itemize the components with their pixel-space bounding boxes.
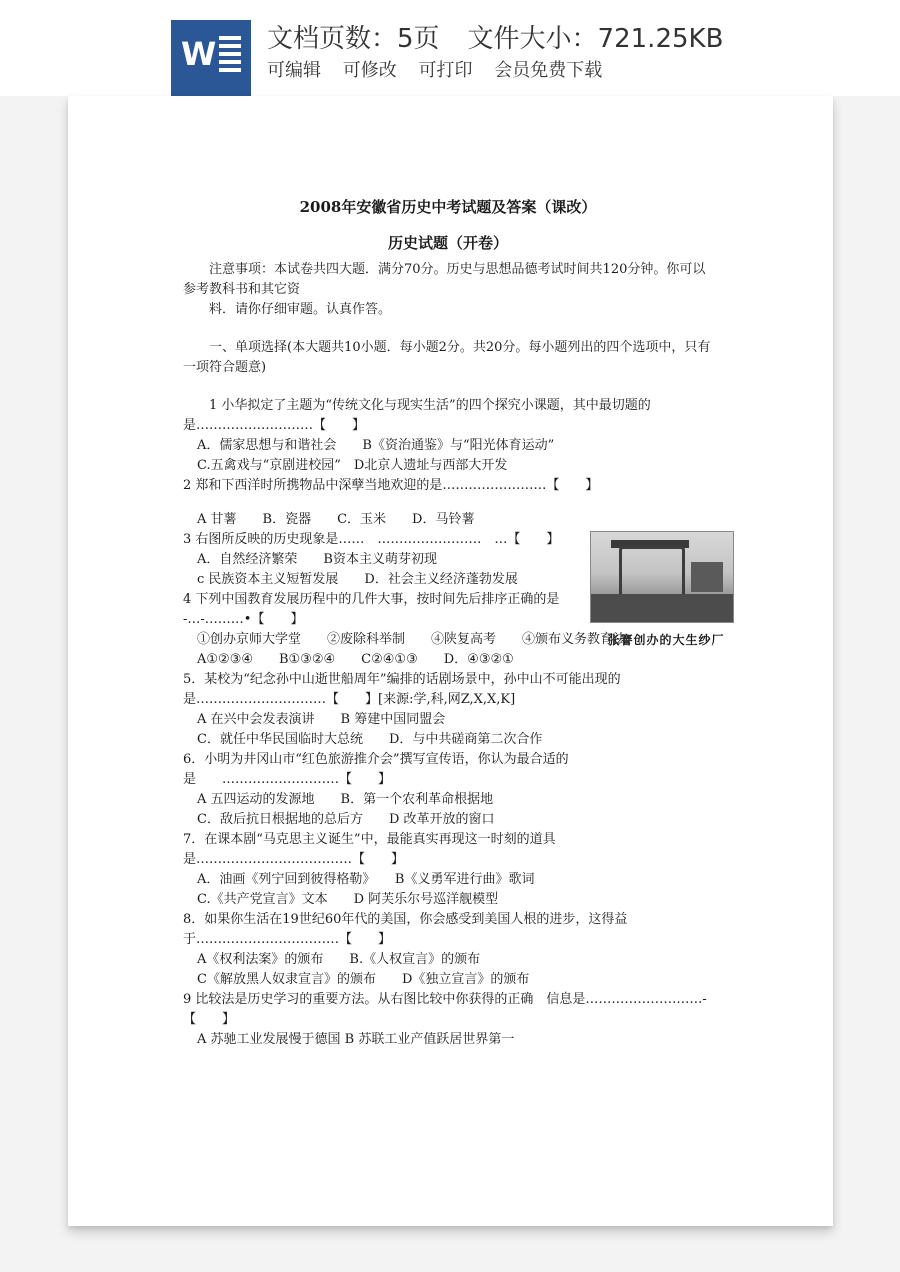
- question-4: 4 下列中国教育发展历程中的几件大事，按时间先后排序正确的是 -…-………•【 】: [183, 592, 560, 627]
- question-9-options-ab: A 苏驰工业发展慢于德国 B 苏联工业产值跃居世界第一: [197, 1032, 515, 1047]
- file-info: [267, 18, 723, 55]
- doc-title: 2008年安徽省历史中考试题及答案（课改）: [299, 198, 597, 216]
- question-7: 7．在课本剧“马克思主义诞生”中，最能真实再现这一时刻的道具是………………………………【 】: [183, 832, 556, 867]
- question-6: 6．小明为井冈山市“红色旅游推介会”撰写宣传语，你认为最合适的是 ………………………【 】: [183, 752, 569, 787]
- question-6-options-cd: C．敌后抗日根据地的总后方 D 改革开放的窗口: [197, 812, 495, 827]
- word-logo-lines: [219, 36, 241, 76]
- notes: 注意事项：本试卷共四大题．满分70分。历史与思想品德考试时间共120分钟。你可以参考教科书和其它资: [183, 262, 706, 297]
- factory-photo: [590, 531, 734, 623]
- file-size: 文件大小：721.25KB: [467, 24, 724, 54]
- question-8: 8．如果你生活在19世纪60年代的美国，你会感受到美国人根的进步，这得益于……………………………【 】: [183, 912, 628, 947]
- question-8-options-cd: C《解放黑人奴隶宣言》的颁布 D《独立宣言》的颁布: [197, 972, 530, 987]
- page-count: 文档页数：5页: [267, 24, 440, 54]
- question-6-options-ab: A 五四运动的发源地 B．第一个农利革命根据地: [197, 792, 494, 807]
- question-2: 2 郑和下西洋时所携物品中深孽当地欢迎的是……………………【 】: [183, 478, 599, 493]
- word-doc-icon: [171, 20, 251, 96]
- question-3-options-ab: A．自然经济繁荣 B资本主义萌芽初现: [197, 552, 437, 567]
- question-4-options: A①②③④ B①③②④ C②④①③ D．④③②①: [197, 652, 514, 667]
- doc-subtitle: 历史试题（开卷）: [387, 234, 508, 252]
- water-foreground: [591, 594, 733, 622]
- question-1-options-ab: A．儒家思想与和谐社会 B《资治通鉴》与“阳光体育运动”: [197, 438, 555, 453]
- photo-caption: 张謇创办的大生纱厂: [607, 633, 725, 647]
- question-5: 5．某校为“纪念孙中山逝世船周年”编排的话剧场景中，孙中山不可能出现的是…………………………【 】[来源:学,科,网Z,X,X,K]: [183, 672, 621, 707]
- word-logo-letter: W: [181, 35, 217, 73]
- download-banner: [0, 0, 900, 96]
- question-2-options: A 甘薯 B．瓷器 C．玉米 D．马铃薯: [197, 512, 475, 527]
- question-5-options-cd: C．就任中华民国临时大总统 D．与中共磋商第二次合作: [197, 732, 543, 747]
- notes-cont: 料．请你仔细审题。认真作答。: [209, 302, 392, 317]
- question-5-options-ab: A 在兴中会发表演讲 B 筹建中国同盟会: [197, 712, 446, 727]
- feature-printable: 可打印: [418, 60, 473, 81]
- section-heading: 一、单项选择(本大题共10小题．每小题2分。共20分。每小题列出的四个选项中，只有一项符合题意): [183, 340, 711, 375]
- question-9: 9 比较法是历史学习的重要方法。从右图比较中你获得的正确 信息是………………………-【 】: [183, 992, 707, 1027]
- factory-building: [691, 562, 723, 592]
- archway: [619, 546, 685, 595]
- feature-list: [267, 56, 612, 82]
- question-1: 1 小华拟定了主题为“传统文化与现实生活”的四个探究小课题，其中最切题的是………………………【 】: [183, 398, 651, 433]
- question-7-options-cd: C.《共产党宣言》文本 D 阿芙乐尔号巡洋舰模型: [197, 892, 499, 907]
- question-1-options-cd: C.五禽戏与“京剧进校园” D北京人遗址与西部大开发: [197, 458, 508, 473]
- question-3-options-cd: c 民族资本主义短暂发展 D．社会主义经济蓬勃发展: [197, 572, 518, 587]
- question-3: 3 右图所反映的历史现象是…… …………………… …【 】: [183, 532, 560, 547]
- document-page: [68, 96, 833, 1226]
- document-body: [183, 196, 713, 1050]
- question-4-items: ①创办京师大学堂 ②废除科举制 ④陕复高考 ④颁布义务教育法: [197, 632, 627, 647]
- question-8-options-ab: A《权利法案》的颁布 B.《人权宣言》的颁布: [197, 952, 481, 967]
- feature-modifiable: 可修改: [342, 60, 397, 81]
- question-7-options-ab: A．油画《列宁回到彼得格勒》 B《义勇军进行曲》歌词: [197, 872, 535, 887]
- feature-member-download[interactable]: 会员免费下载: [494, 60, 603, 81]
- feature-editable: 可编辑: [267, 60, 321, 81]
